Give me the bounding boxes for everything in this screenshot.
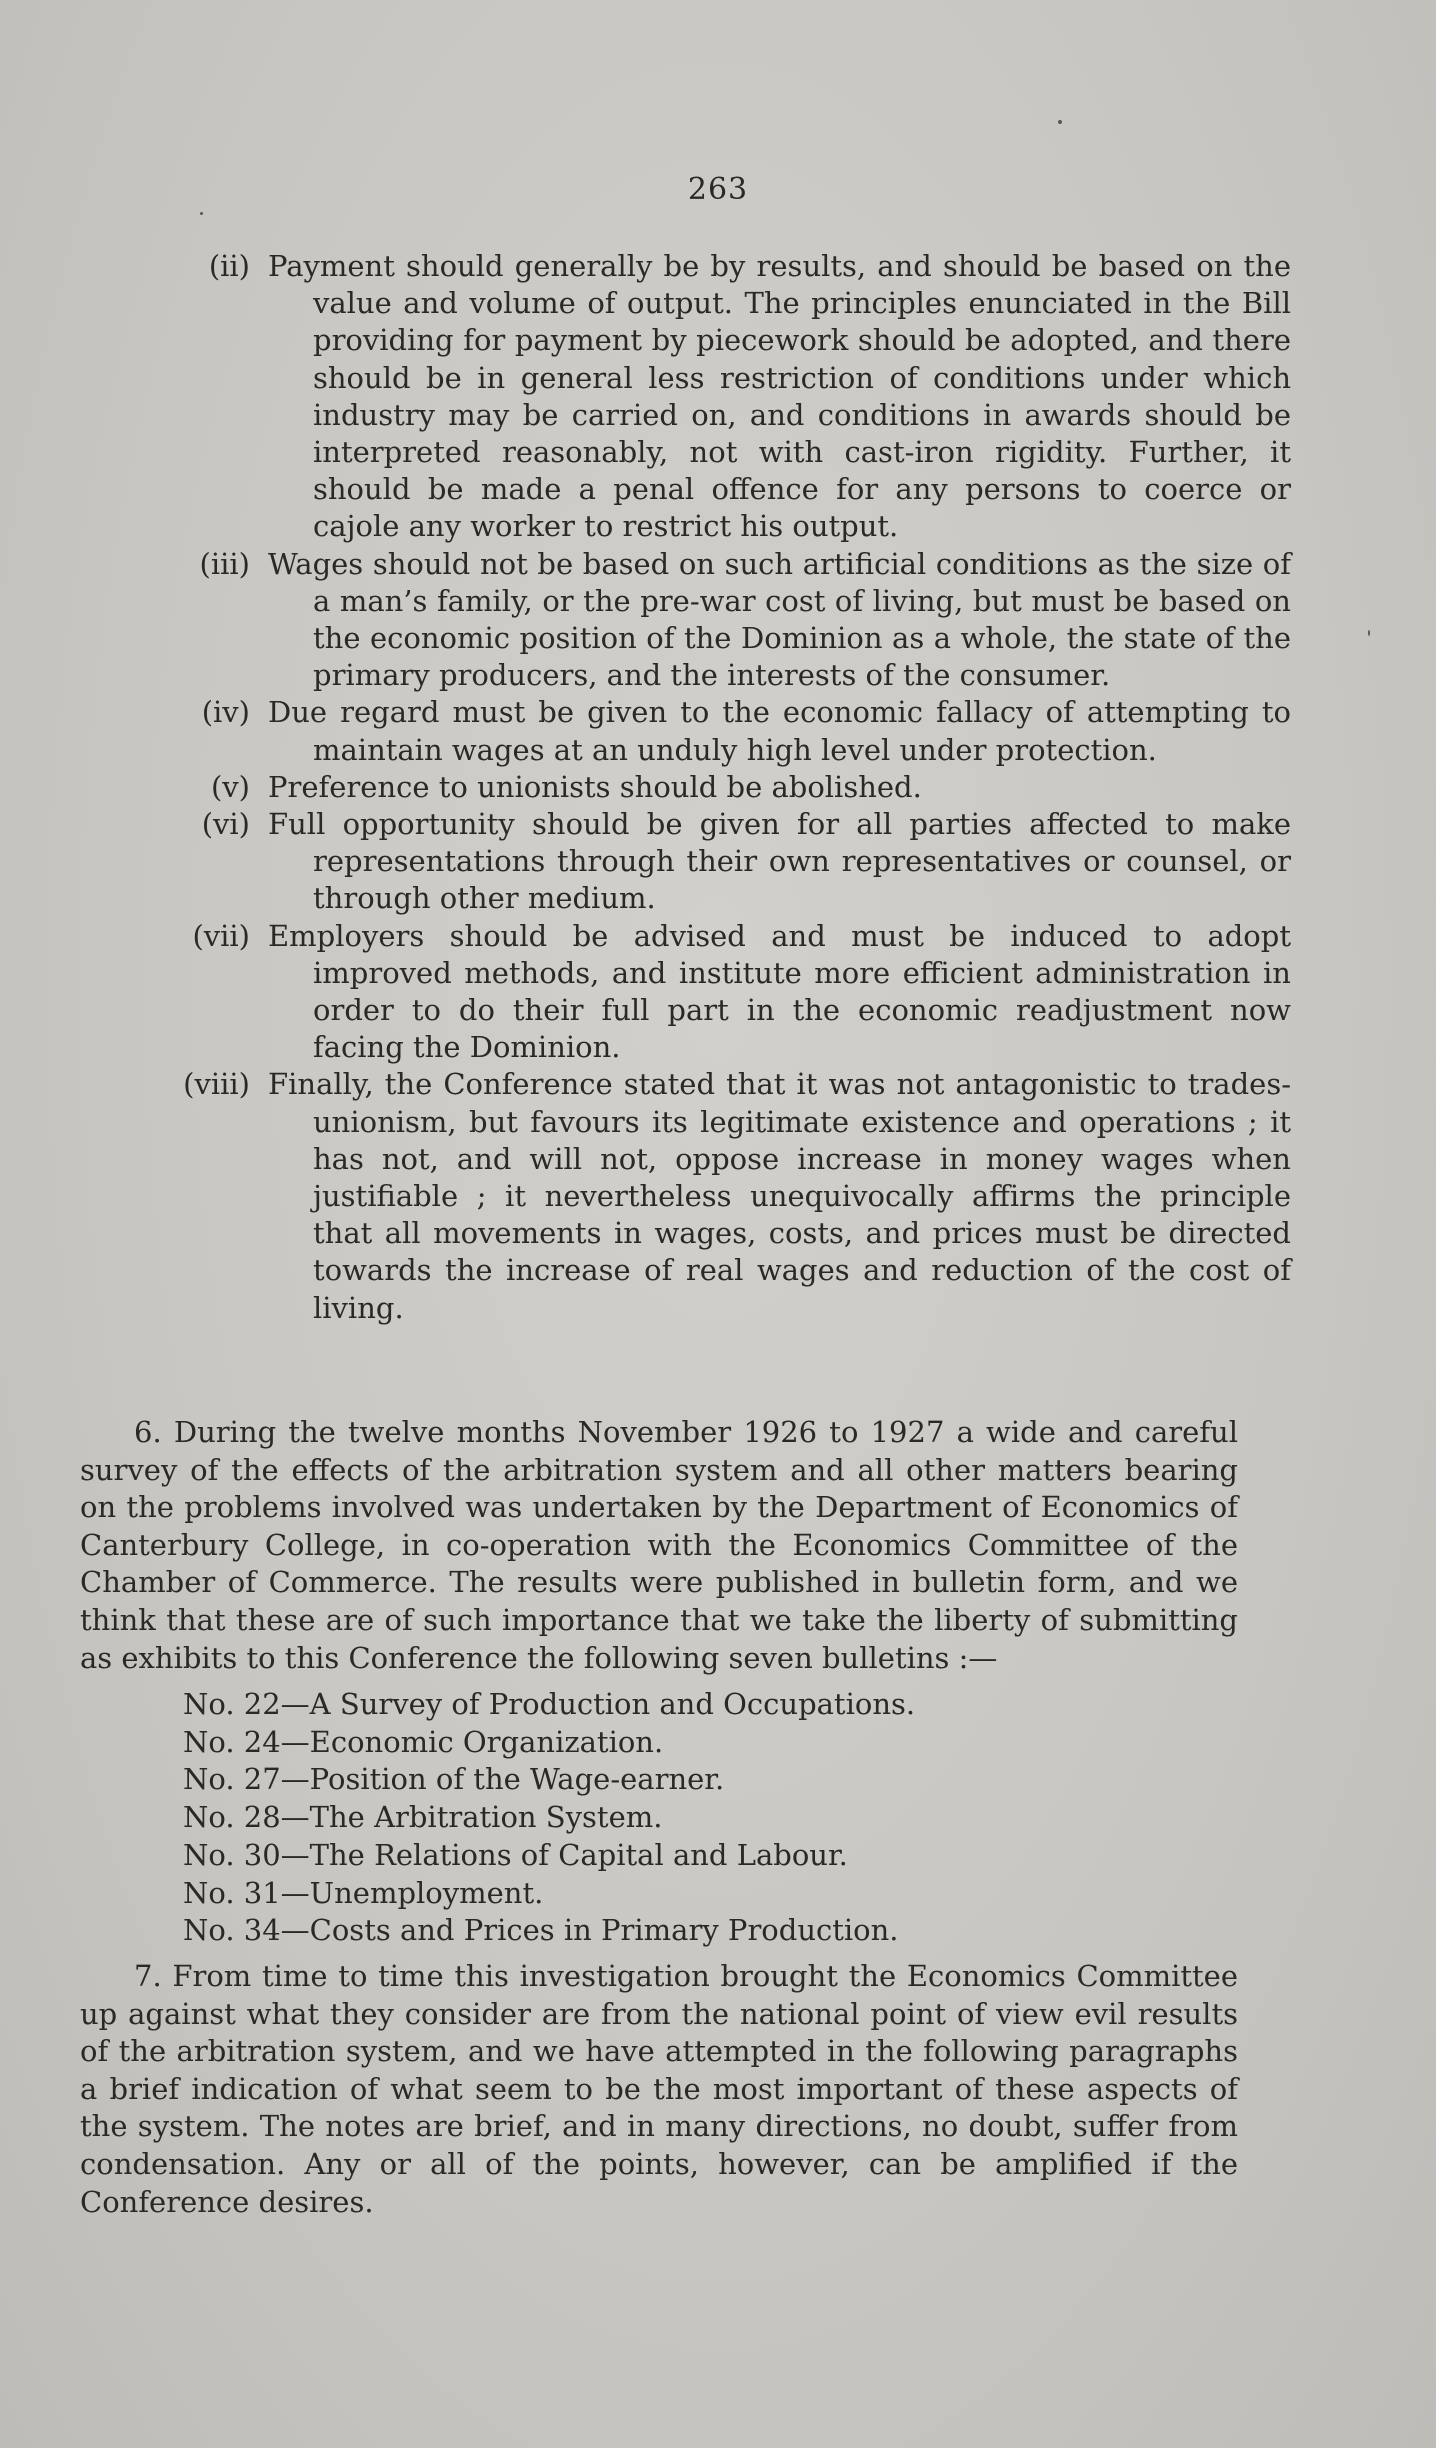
bulletin-item: No. 30—The Relations of Capital and Labour. bbox=[183, 1837, 848, 1872]
clause-vii bbox=[0, 918, 1436, 1067]
paragraph-6: 6. During the twelve months November 1926 to 1927 a wide and careful survey of the effects of the arbitration system and all other matters bearing on the problems involved was undertaken by the Department of Economics of Canterbury College, in co-operation with the Economics Committee of the Chamber of Commerce. The results were published in bulletin form, and we think that these are of such importance that we take the liberty of submitting as exhibits to this Conference the following seven bulletins :— bbox=[80, 1415, 1238, 1675]
clause-list bbox=[0, 248, 1436, 1327]
bulletin-item: No. 34—Costs and Prices in Primary Production. bbox=[183, 1913, 899, 1948]
clause-number: (iv) bbox=[201, 695, 250, 730]
page-number: 263 bbox=[687, 172, 749, 207]
bulletin-item: No. 24—Economic Organization. bbox=[183, 1724, 664, 1759]
bulletin-item: No. 31—Unemployment. bbox=[183, 1875, 544, 1910]
clause-text: Full opportunity should be given for all parties affected to make representations through their own representatives or counsel, or through other medium. bbox=[268, 807, 1291, 916]
clause-number: (vii) bbox=[192, 918, 250, 953]
clause-vi bbox=[0, 806, 1436, 918]
clause-number: (iii) bbox=[199, 546, 250, 581]
paragraph-7: 7. From time to time this investigation brought the Economics Committee up against what they consider are from the national point of view evil results of the arbitration system, and we have attempted in the following paragraphs a brief indication of what seem to be the most important of these aspects of the system. The notes are brief, and in many directions, no doubt, suffer from condensation. Any or all of the points, however, can be amplified if the Conference desires. bbox=[80, 1959, 1238, 2219]
clause-text: Payment should generally be by results, and should be based on the value and volume of output. The principles enunciated in the Bill providing for payment by piecework should be adopted, and there should be in general less restriction of conditions under which industry may be carried on, and conditions in awards should be interpreted reasonably, not with cast-iron rigidity. Further, it should be made a penal offence for any persons to coerce or cajole any worker to restrict his output. bbox=[268, 249, 1291, 544]
clause-text: Employers should be advised and must be induced to adopt improved methods, and institute more efficient administration in order to do their full part in the economic readjustment now facing the Dominion. bbox=[268, 918, 1291, 1065]
clause-iv bbox=[0, 694, 1436, 768]
bulletin-item: No. 27—Position of the Wage-earner. bbox=[183, 1762, 725, 1797]
paper-speck bbox=[200, 212, 203, 215]
clause-number: (v) bbox=[210, 769, 250, 804]
clause-iii bbox=[0, 546, 1436, 695]
bulletin-list bbox=[183, 1686, 915, 1950]
clause-number: (ii) bbox=[208, 249, 250, 283]
clause-number: (viii) bbox=[183, 1067, 250, 1102]
clause-text: Wages should not be based on such artificial conditions as the size of a man’s family, or the pre-war cost of living, but must be based on the economic position of the Dominion as a whole, the state of the primary producers, and the interests of the consumer. bbox=[268, 546, 1291, 693]
clause-text: Finally, the Conference stated that it was not antagonistic to trades-unionism, but favours its legitimate existence and operations ; it has not, and will not, oppose increase in money wages when justifiable ; it nevertheless unequivocally affirms the principle that all movements in wages, costs, and prices must be directed towards the increase of real wages and reduction of the cost of living. bbox=[268, 1067, 1291, 1325]
clause-viii bbox=[0, 1066, 1436, 1326]
clause-ii bbox=[0, 248, 1436, 546]
clause-text: Preference to unionists should be abolished. bbox=[268, 769, 922, 804]
clause-v bbox=[0, 769, 1436, 806]
paper-speck bbox=[1058, 120, 1062, 124]
clause-number: (vi) bbox=[201, 807, 250, 842]
bulletin-item: No. 22—A Survey of Production and Occupations. bbox=[183, 1687, 916, 1721]
bulletin-item: No. 28—The Arbitration System. bbox=[183, 1800, 663, 1835]
clause-text: Due regard must be given to the economic fallacy of attempting to maintain wages at an unduly high level under protection. bbox=[268, 695, 1291, 767]
